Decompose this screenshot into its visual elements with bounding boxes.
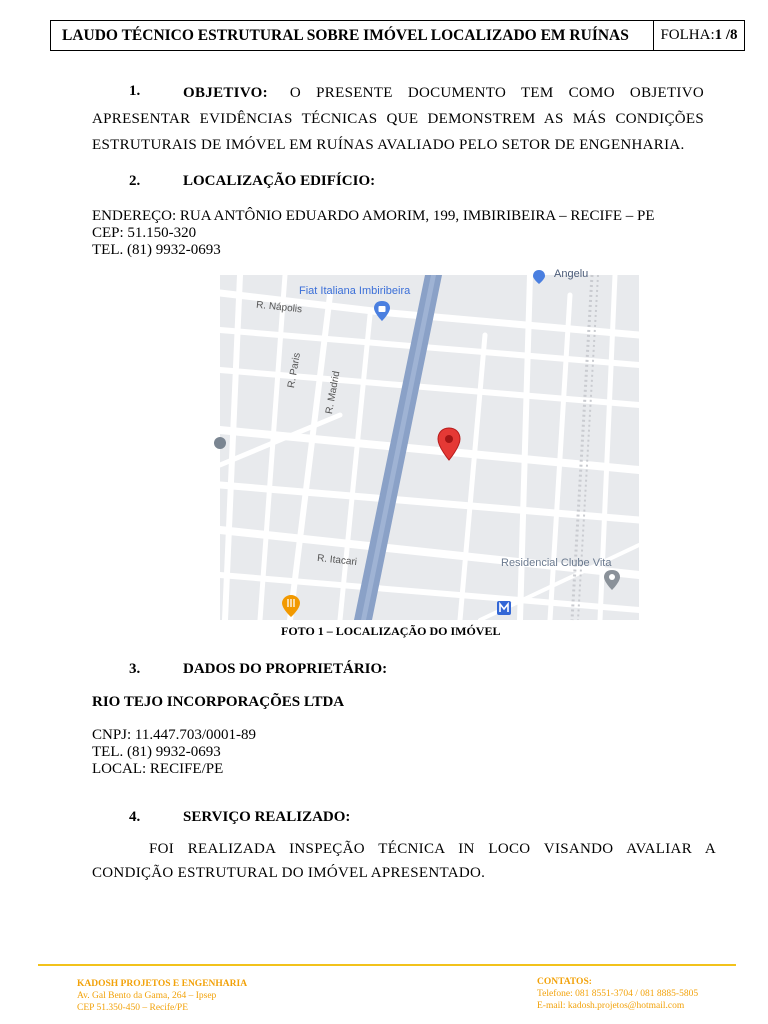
footer-phones: Telefone: 081 8551-3704 / 081 8885-5805: [537, 989, 699, 999]
map-label-paris: R. Paris: [286, 351, 304, 389]
map-label-top-right: Angelu: [554, 268, 589, 280]
service-line-1: FOI REALIZADA INSPEÇÃO TÉCNICA IN LOCO VISANDO AVALIAR A: [149, 841, 716, 857]
section-3-number: 3.: [129, 661, 141, 677]
cep-line: CEP: 51.150-320: [92, 225, 197, 241]
address-line: ENDEREÇO: RUA ANTÔNIO EDUARDO AMORIM, 199, IMBIRIBEIRA – RECIFE – PE: [92, 208, 655, 224]
section-4-number: 4.: [129, 809, 141, 825]
footer-contacts-label: CONTATOS:: [537, 977, 592, 987]
place-icon[interactable]: [604, 570, 620, 590]
document-header: [50, 20, 745, 51]
section-4-title: SERVIÇO REALIZADO:: [183, 809, 351, 825]
metro-icon[interactable]: [497, 601, 511, 615]
place-icon[interactable]: [532, 270, 546, 284]
footer-divider: [38, 964, 736, 966]
objective-line-3: ESTRUTURAIS DE IMÓVEL EM RUÍNAS AVALIADO PELO SETOR DE ENGENHARIA.: [92, 137, 685, 153]
map-label-napolis: R. Nápolis: [255, 299, 303, 316]
place-icon[interactable]: [214, 437, 226, 451]
objective-line-2: APRESENTAR EVIDÊNCIAS TÉCNICAS QUE DEMONSTREM AS MÁS CONDIÇÕES: [92, 111, 704, 127]
owner-local: LOCAL: RECIFE/PE: [92, 761, 224, 777]
map-label-itacari: R. Itacari: [316, 552, 358, 569]
restaurant-icon[interactable]: [282, 595, 300, 617]
owner-cnpj: CNPJ: 11.447.703/0001-89: [92, 727, 257, 743]
footer-email[interactable]: E-mail: kadosh.projetos@hotmail.com: [537, 1001, 685, 1011]
section-1-title: OBJETIVO:: [183, 85, 268, 101]
section-3-title: DADOS DO PROPRIETÁRIO:: [183, 661, 388, 677]
footer-address-2: CEP 51.350-450 – Recife/PE: [77, 1003, 188, 1013]
shopping-icon[interactable]: [374, 301, 390, 321]
tel-line: TEL. (81) 9932-0693: [92, 242, 221, 258]
footer-company: KADOSH PROJETOS E ENGENHARIA: [77, 979, 248, 989]
owner-tel: TEL. (81) 9932-0693: [92, 744, 221, 760]
section-2-title: LOCALIZAÇÃO EDIFÍCIO:: [183, 173, 376, 189]
section-2-number: 2.: [129, 173, 141, 189]
sheet-label: FOLHA:: [660, 27, 715, 43]
section-1-number: 1.: [129, 83, 141, 99]
sheet-value: 1 /8: [714, 27, 738, 43]
location-map: [220, 268, 639, 620]
map-pin-icon[interactable]: [437, 428, 461, 460]
owner-name: RIO TEJO INCORPORAÇÕES LTDA: [92, 694, 345, 710]
map-label-fiat[interactable]: Fiat Italiana Imbiribeira: [299, 285, 411, 297]
footer-address-1: Av. Gal Bento da Gama, 264 – Ipsep: [77, 991, 217, 1001]
sheet-number: [654, 21, 744, 50]
map-label-madrid: R. Madrid: [324, 370, 343, 415]
map-caption: FOTO 1 – LOCALIZAÇÃO DO IMÓVEL: [281, 624, 501, 638]
document-title: LAUDO TÉCNICO ESTRUTURAL SOBRE IMÓVEL LOCALIZADO EM RUÍNAS: [51, 21, 654, 50]
objective-line-1: O PRESENTE DOCUMENTO TEM COMO OBJETIVO: [289, 85, 704, 101]
section-4-paragraph: [92, 837, 716, 885]
section-1-paragraph: [92, 80, 704, 158]
map-label-residencial[interactable]: Residencial Clube Vita: [501, 557, 612, 569]
service-line-2: CONDIÇÃO ESTRUTURAL DO IMÓVEL APRESENTADO.: [92, 865, 486, 881]
